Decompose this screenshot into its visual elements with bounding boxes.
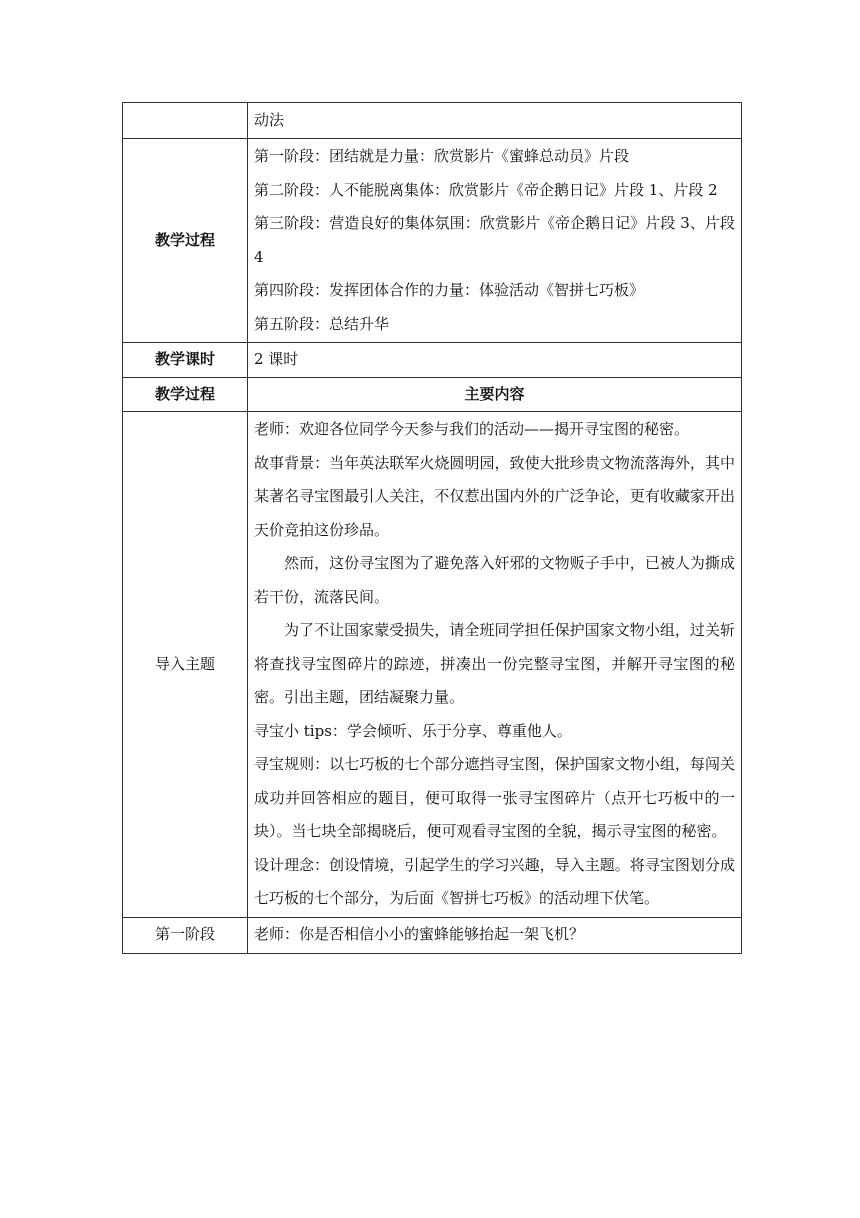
hours-value: 2 课时 <box>248 343 742 378</box>
stage-line-5: 第五阶段：总结升华 <box>254 314 390 333</box>
row-label-hours: 教学课时 <box>123 343 248 378</box>
intro-paragraph: 故事背景：当年英法联军火烧圆明园，致使大批珍贵文物流落海外，其中某著名寻宝图最引人关注，不仅惹出国内外的广泛争论，更有收藏家开出天价竞拍这份珍品。 <box>254 453 735 539</box>
intro-paragraph: 寻宝小 tips：学会倾听、乐于分享、尊重他人。 <box>254 721 572 740</box>
row-label-empty <box>123 103 248 139</box>
stage-line-2: 第二阶段：人不能脱离集体：欣赏影片《帝企鹅日记》片段 1、片段 2 <box>254 180 718 199</box>
row-label-process: 教学过程 <box>123 139 248 343</box>
process-stages <box>248 139 742 343</box>
table-row-method <box>123 103 742 139</box>
row-label-stage1: 第一阶段 <box>123 917 248 953</box>
stage-line-4: 第四阶段：发挥团体合作的力量：体验活动《智拼七巧板》 <box>254 281 645 299</box>
table-row-stage1 <box>123 917 742 953</box>
stage-line-3: 第三阶段：营造良好的集体氛围：欣赏影片《帝企鹅日记》片段 3、片段 4 <box>254 214 735 266</box>
intro-paragraph: 设计理念：创设情境，引起学生的学习兴趣，导入主题。将寻宝图划分成七巧板的七个部分，为后面《智拼七巧板》的活动埋下伏笔。 <box>254 855 735 907</box>
stage1-text: 老师：你是否相信小小的蜜蜂能够抬起一架飞机？ <box>248 917 742 953</box>
intro-paragraph: 寻宝规则：以七巧板的七个部分遮挡寻宝图，保护国家文物小组，每闯关成功并回答相应的题目，便可取得一张寻宝图碎片（点开七巧板中的一块）。当七块全部揭晓后，便可观看寻宝图的全貌，揭示寻宝图的秘密。 <box>254 755 735 840</box>
table-row-process-overview <box>123 139 742 343</box>
intro-paragraph: 为了不让国家蒙受损失，请全班同学担任保护国家文物小组，过关斩将查找寻宝图碎片的踪迹，拼凑出一份完整寻宝图，并解开寻宝图的秘密。引出主题，团结凝聚力量。 <box>254 621 735 706</box>
row-label-intro: 导入主题 <box>123 412 248 918</box>
header-col-content: 主要内容 <box>248 377 742 412</box>
lesson-plan-table <box>122 102 742 954</box>
table-header-row <box>123 377 742 412</box>
intro-content <box>248 412 742 918</box>
intro-paragraph: 老师：欢迎各位同学今天参与我们的活动——揭开寻宝图的秘密。 <box>254 420 690 438</box>
intro-paragraph: 然而，这份寻宝图为了避免落入奸邪的文物贩子手中，已被人为撕成若干份，流落民间。 <box>254 554 735 606</box>
table-row-hours <box>123 343 742 378</box>
table-row-intro <box>123 412 742 918</box>
stage-line-1: 第一阶段：团结就是力量：欣赏影片《蜜蜂总动员》片段 <box>254 147 630 165</box>
method-text: 动法 <box>248 103 742 139</box>
header-col-process: 教学过程 <box>123 377 248 412</box>
